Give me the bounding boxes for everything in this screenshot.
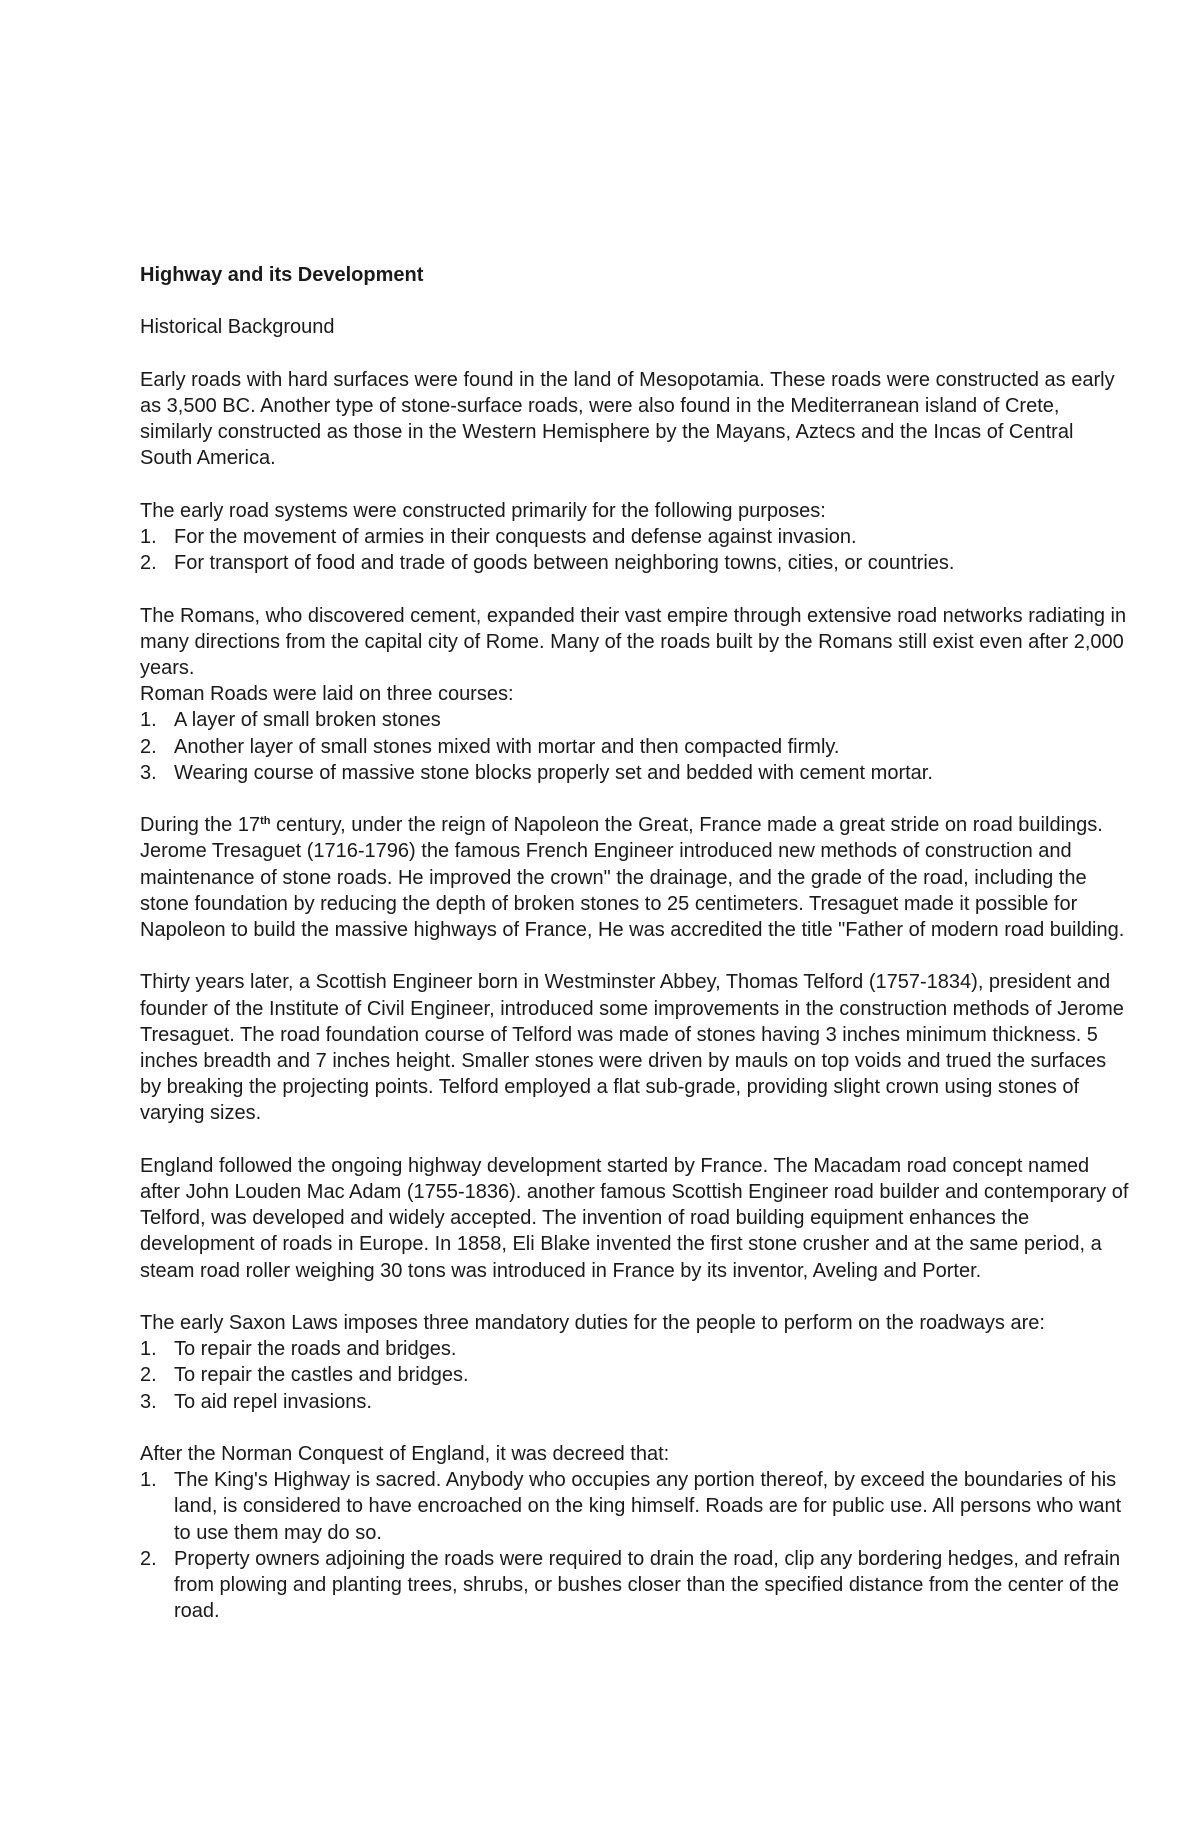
document-title: Highway and its Development [140,264,424,286]
list-item [140,1546,1130,1625]
paragraph-purposes-intro: The early road systems were constructed primarily for the following purposes: [140,499,826,522]
list-item-text: Property owners adjoining the roads were required to drain the road, clip any bordering hedges, and refrain from plowing and planting trees, shrubs, or bushes closer than the specified distance from the center of the road. [174,1547,1121,1623]
list-item-text: For transport of food and trade of goods between neighboring towns, cities, or countries. [174,552,955,575]
paragraph-norman-intro: After the Norman Conquest of England, it was decreed that: [140,1443,670,1465]
superscript: th [260,815,271,828]
paragraph-romans: The Romans, who discovered cement, expanded their vast empire through extensive road networks radiating in many directions from the capital city of Rome. Many of the roads built by the Romans still exist even after 2,000 years. [140,604,1127,679]
document-body [140,262,1130,1624]
list-item [140,1389,1130,1415]
list-number: 1. [140,709,157,732]
text-run: During the 17 [140,814,261,837]
purposes-list [140,524,1130,576]
paragraph-macadam: England followed the ongoing highway development started by France. The Macadam road concept named after John Louden Mac Adam (1755-1836). another famous Scottish Engineer road builder and contemporary of Telford, was developed and widely accepted. The invention of road building equipment enhances the development of roads in Europe. In 1858, Eli Blake invented the first stone crusher and at the same period, a steam road roller weighing 30 tons was introduced in France by its inventor, Aveling and Porter. [140,1154,1129,1282]
list-item-text: For the movement of armies in their conquests and defense against invasion. [174,525,857,548]
list-item [140,734,1130,760]
list-number: 2. [140,1547,157,1570]
text-run: century, under the reign of Napoleon the Great, France made a great stride on road buildings. Jerome Tresaguet (1716-1796) the famous French Engineer introduced new methods of construction and maintenance of stone roads. He improved the crown" the drainage, and the grade of the road, including the stone foundation by reducing the depth of broken stones to 25 centimeters. Tresaguet made it possible for Napoleon to build the massive highways of France, He was accredited the title "Father of modern road building. [140,814,1125,941]
paragraph-saxon-intro: The early Saxon Laws imposes three mandatory duties for the people to perform on the roadways are: [140,1312,1045,1334]
list-number: 3. [140,1390,157,1413]
saxon-duties-list [140,1336,1130,1415]
list-item-text: The King's Highway is sacred. Anybody who occupies any portion thereof, by exceed the boundaries of his land, is considered to have encroached on the king himself. Roads are for public use. All persons who want to use them may do so. [174,1469,1122,1544]
roman-courses-list [140,707,1130,786]
list-item [140,1362,1130,1388]
list-item [140,550,1130,576]
list-number: 2. [140,552,157,575]
list-number: 1. [140,1469,157,1492]
paragraph-mesopotamia: Early roads with hard surfaces were found in the land of Mesopotamia. These roads were constructed as early as 3,500 BC. Another type of stone-surface roads, were also found in the Mediterranean island of Crete, similarly constructed as those in the Western Hemisphere by the Mayans, Aztecs and the Incas of Central South America. [140,368,1115,470]
list-number: 2. [140,735,157,758]
list-number: 2. [140,1364,157,1387]
paragraph-roman-courses-intro: Roman Roads were laid on three courses: [140,683,514,706]
list-item [140,1336,1130,1362]
paragraph-telford: Thirty years later, a Scottish Engineer born in Westminster Abbey, Thomas Telford (1757-1834), president and founder of the Institute of Civil Engineer, introduced some improvements in the construction methods of Jerome Tresaguet. The road foundation course of Telford was made of stones having 3 inches minimum thickness. 5 inches breadth and 7 inches height. Smaller stones were driven by mauls on top voids and trued the surfaces by breaking the projecting points. Telford employed a flat sub-grade, providing slight crown using stones of varying sizes. [140,971,1124,1125]
list-item-text: To repair the castles and bridges. [174,1364,469,1387]
list-item [140,707,1130,733]
paragraph-tresaguet [140,812,1130,943]
list-number: 1. [140,525,157,548]
list-item-text: A layer of small broken stones [174,709,441,732]
section-heading: Historical Background [140,316,335,339]
norman-decrees-list [140,1467,1130,1624]
list-item [140,1467,1130,1546]
list-item-text: To aid repel invasions. [174,1390,372,1413]
list-item [140,760,1130,786]
list-item-text: Another layer of small stones mixed with mortar and then compacted firmly. [174,735,840,758]
list-item [140,524,1130,550]
list-item-text: Wearing course of massive stone blocks properly set and bedded with cement mortar. [174,761,933,784]
list-number: 1. [140,1338,157,1361]
list-number: 3. [140,761,157,784]
list-item-text: To repair the roads and bridges. [174,1338,457,1361]
